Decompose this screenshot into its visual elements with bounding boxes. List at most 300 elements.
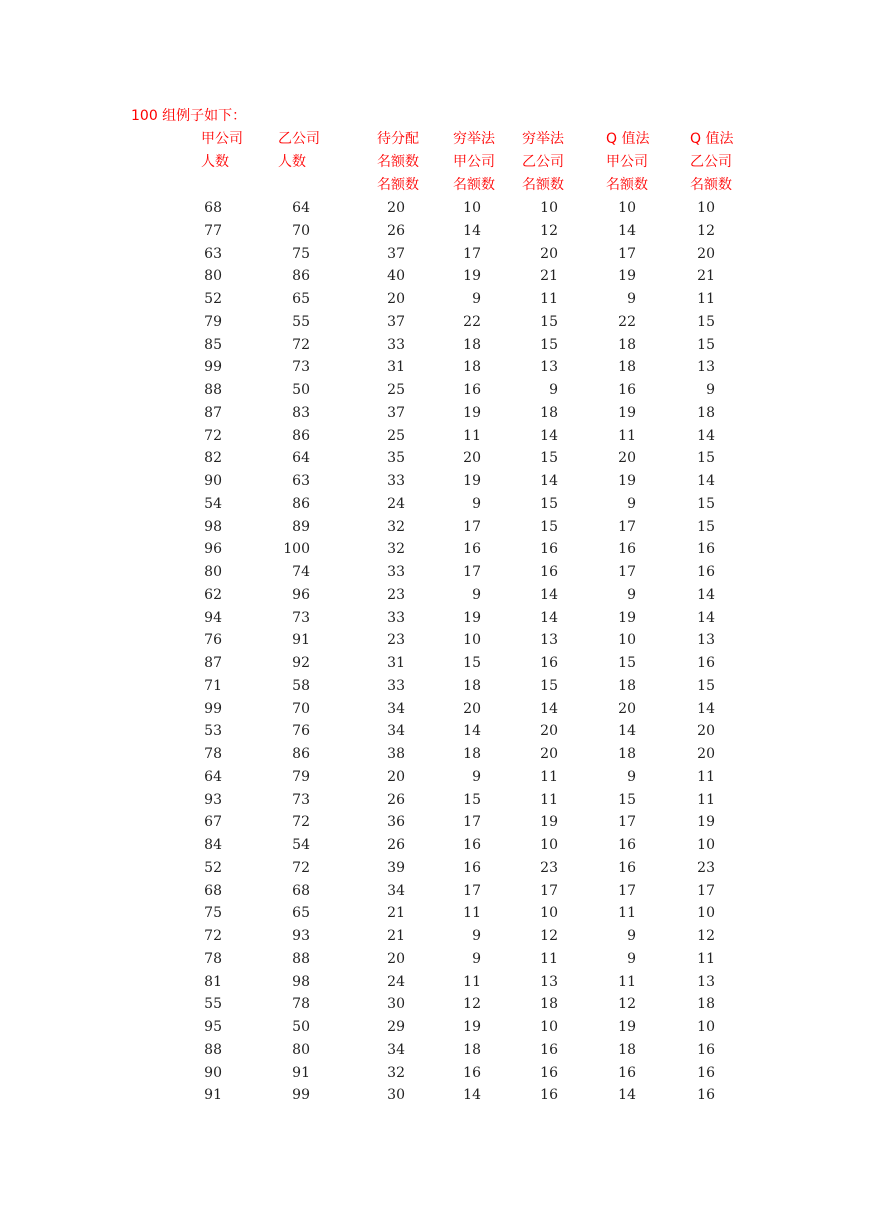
table-cell: 15 (463, 655, 481, 671)
table-cell: 19 (463, 404, 481, 421)
table-cell: 73 (292, 609, 310, 626)
column-header-line: Q 值法 (690, 131, 734, 147)
table-cell: 14 (540, 427, 558, 444)
table-cell: 62 (204, 586, 222, 603)
table-cell: 17 (697, 882, 715, 899)
table-cell: 17 (463, 882, 481, 899)
table-cell: 23 (540, 859, 558, 876)
table-cell: 74 (292, 564, 310, 580)
table-cell: 72 (204, 427, 222, 444)
column-header-line: 甲公司 (606, 154, 648, 170)
column-header-line: 名额数 (606, 177, 648, 193)
table-cell: 9 (472, 928, 481, 944)
table-cell: 98 (204, 518, 222, 535)
table-cell: 14 (697, 609, 715, 626)
table-cell: 55 (292, 313, 310, 330)
table-row (0, 971, 869, 994)
table-cell: 15 (540, 336, 558, 353)
table-cell: 18 (463, 336, 481, 353)
table-cell: 17 (618, 882, 636, 899)
column-header-line: 名额数 (522, 177, 564, 193)
table-cell: 20 (387, 768, 405, 785)
table-cell: 16 (618, 1064, 636, 1081)
column-header-line: 乙公司 (690, 154, 732, 170)
table-cell: 93 (292, 928, 310, 944)
table-cell: 14 (540, 473, 558, 489)
table-cell: 65 (292, 905, 310, 922)
table-cell: 37 (387, 245, 405, 262)
table-cell: 80 (204, 268, 222, 285)
table-cell: 10 (463, 200, 481, 216)
table-cell: 17 (463, 814, 481, 831)
table-cell: 34 (387, 1041, 405, 1058)
table-cell: 14 (463, 222, 481, 239)
table-cell: 79 (292, 768, 310, 785)
table-cell: 16 (540, 1041, 558, 1058)
table-cell: 78 (204, 950, 222, 967)
table-cell: 14 (540, 700, 558, 717)
table-cell: 81 (204, 973, 222, 990)
table-cell: 16 (540, 564, 558, 580)
table-cell: 64 (292, 200, 310, 216)
table-cell: 37 (387, 404, 405, 421)
table-cell: 10 (618, 200, 636, 216)
table-cell: 18 (618, 359, 636, 376)
table-cell: 75 (292, 245, 310, 262)
table-cell: 12 (618, 996, 636, 1013)
table-cell: 40 (387, 268, 405, 285)
table-cell: 54 (204, 495, 222, 512)
column-header-line: 穷举法 (522, 131, 564, 147)
table-cell: 12 (540, 928, 558, 944)
table-cell: 26 (387, 791, 405, 808)
table-row (0, 220, 869, 243)
table-row (0, 334, 869, 357)
table-cell: 93 (204, 791, 222, 808)
table-cell: 16 (463, 382, 481, 398)
data-table (0, 197, 869, 1107)
table-cell: 15 (540, 450, 558, 467)
column-header-line: 名额数 (690, 177, 732, 193)
column-header-line: 人数 (201, 154, 229, 170)
column-header-1 (201, 128, 243, 174)
table-cell: 9 (627, 768, 636, 785)
table-row (0, 311, 869, 334)
table-cell: 15 (697, 313, 715, 330)
column-header-line: 乙公司 (522, 154, 564, 170)
column-header-5 (522, 128, 564, 197)
table-cell: 18 (697, 404, 715, 421)
table-cell: 12 (697, 928, 715, 944)
table-row (0, 629, 869, 652)
table-cell: 35 (387, 450, 405, 467)
table-cell: 15 (540, 677, 558, 694)
table-cell: 23 (697, 859, 715, 876)
table-row (0, 356, 869, 379)
column-header-line: 甲公司 (201, 131, 243, 147)
table-cell: 14 (463, 1087, 481, 1104)
table-cell: 20 (463, 450, 481, 467)
table-cell: 11 (463, 427, 481, 444)
table-row (0, 993, 869, 1016)
table-cell: 10 (463, 632, 481, 649)
table-cell: 18 (697, 996, 715, 1013)
table-cell: 10 (540, 200, 558, 216)
table-row (0, 1062, 869, 1085)
table-cell: 31 (387, 359, 405, 376)
table-cell: 95 (204, 1019, 222, 1035)
table-cell: 18 (618, 1041, 636, 1058)
table-row (0, 857, 869, 880)
table-cell: 17 (618, 814, 636, 831)
table-cell: 99 (204, 700, 222, 717)
table-cell: 91 (292, 632, 310, 649)
table-cell: 29 (387, 1019, 405, 1035)
table-cell: 19 (463, 1019, 481, 1035)
table-cell: 16 (463, 541, 481, 558)
table-cell: 22 (463, 313, 481, 330)
table-cell: 53 (204, 723, 222, 740)
table-cell: 50 (292, 382, 310, 398)
table-cell: 20 (618, 700, 636, 717)
table-cell: 9 (472, 495, 481, 512)
table-cell: 23 (387, 632, 405, 649)
table-row (0, 379, 869, 402)
table-cell: 9 (549, 382, 558, 398)
table-cell: 13 (697, 359, 715, 376)
table-cell: 19 (540, 814, 558, 831)
table-cell: 17 (463, 518, 481, 535)
table-cell: 16 (697, 564, 715, 580)
table-cell: 17 (463, 564, 481, 580)
table-cell: 23 (387, 586, 405, 603)
table-cell: 96 (292, 586, 310, 603)
table-cell: 88 (204, 382, 222, 398)
table-cell: 98 (292, 973, 310, 990)
table-row (0, 789, 869, 812)
table-cell: 71 (204, 677, 222, 694)
table-cell: 14 (540, 586, 558, 603)
table-cell: 84 (204, 837, 222, 853)
table-cell: 10 (540, 837, 558, 853)
table-cell: 18 (463, 746, 481, 762)
table-cell: 100 (283, 541, 310, 558)
table-cell: 12 (697, 222, 715, 239)
table-cell: 87 (204, 655, 222, 671)
column-header-line: 穷举法 (453, 131, 495, 147)
table-cell: 14 (697, 427, 715, 444)
table-cell: 76 (204, 632, 222, 649)
table-cell: 16 (463, 837, 481, 853)
table-cell: 9 (627, 950, 636, 967)
table-cell: 13 (540, 359, 558, 376)
table-cell: 82 (204, 450, 222, 467)
table-cell: 9 (627, 928, 636, 944)
table-cell: 18 (463, 1041, 481, 1058)
column-header-7 (690, 128, 733, 197)
table-cell: 86 (292, 268, 310, 285)
table-cell: 14 (618, 222, 636, 239)
table-cell: 10 (697, 1019, 715, 1035)
table-cell: 16 (697, 1064, 715, 1081)
table-cell: 16 (618, 837, 636, 853)
table-row (0, 652, 869, 675)
column-header-line: 人数 (278, 154, 306, 170)
table-cell: 67 (204, 814, 222, 831)
table-cell: 19 (618, 473, 636, 489)
table-cell: 70 (292, 700, 310, 717)
table-cell: 15 (540, 495, 558, 512)
table-cell: 63 (204, 245, 222, 262)
table-cell: 32 (387, 518, 405, 535)
column-header-line: 名额数 (377, 154, 419, 170)
table-cell: 34 (387, 882, 405, 899)
table-cell: 22 (618, 313, 636, 330)
table-cell: 19 (618, 1019, 636, 1035)
table-row (0, 538, 869, 561)
table-cell: 36 (387, 814, 405, 831)
table-cell: 68 (204, 200, 222, 216)
table-cell: 55 (204, 996, 222, 1013)
table-cell: 16 (697, 655, 715, 671)
table-cell: 76 (292, 723, 310, 740)
table-cell: 19 (618, 609, 636, 626)
table-row (0, 425, 869, 448)
table-cell: 16 (697, 541, 715, 558)
table-cell: 86 (292, 427, 310, 444)
table-cell: 21 (387, 905, 405, 922)
column-header-line: 待分配 (377, 131, 419, 147)
table-cell: 90 (204, 473, 222, 489)
table-cell: 12 (463, 996, 481, 1013)
table-cell: 16 (697, 1041, 715, 1058)
table-cell: 16 (540, 1064, 558, 1081)
table-cell: 92 (292, 655, 310, 671)
table-cell: 15 (697, 336, 715, 353)
table-cell: 80 (204, 564, 222, 580)
table-cell: 20 (618, 450, 636, 467)
table-cell: 14 (697, 586, 715, 603)
table-row (0, 834, 869, 857)
table-cell: 14 (618, 723, 636, 740)
table-cell: 16 (463, 1064, 481, 1081)
table-cell: 16 (540, 655, 558, 671)
table-cell: 21 (540, 268, 558, 285)
table-cell: 10 (697, 837, 715, 853)
table-cell: 9 (472, 768, 481, 785)
column-header-line: Q 值法 (606, 131, 650, 147)
table-row (0, 447, 869, 470)
table-row (0, 811, 869, 834)
table-cell: 85 (204, 336, 222, 353)
table-cell: 20 (697, 723, 715, 740)
table-cell: 19 (697, 814, 715, 831)
table-cell: 39 (387, 859, 405, 876)
table-cell: 18 (618, 336, 636, 353)
table-cell: 24 (387, 973, 405, 990)
table-cell: 88 (204, 1041, 222, 1058)
table-cell: 20 (387, 291, 405, 307)
table-row (0, 470, 869, 493)
table-cell: 20 (387, 950, 405, 967)
table-cell: 31 (387, 655, 405, 671)
table-cell: 18 (618, 677, 636, 694)
table-cell: 11 (697, 791, 715, 808)
table-cell: 12 (540, 222, 558, 239)
table-cell: 96 (204, 541, 222, 558)
table-cell: 26 (387, 837, 405, 853)
table-cell: 33 (387, 609, 405, 626)
table-cell: 15 (618, 655, 636, 671)
table-cell: 15 (697, 450, 715, 467)
table-cell: 18 (540, 404, 558, 421)
table-row (0, 1039, 869, 1062)
table-cell: 11 (618, 973, 636, 990)
table-cell: 11 (463, 973, 481, 990)
table-cell: 13 (540, 632, 558, 649)
table-cell: 11 (618, 905, 636, 922)
table-cell: 16 (618, 541, 636, 558)
table-cell: 9 (472, 950, 481, 967)
table-cell: 90 (204, 1064, 222, 1081)
table-cell: 13 (540, 973, 558, 990)
table-cell: 15 (463, 791, 481, 808)
table-cell: 13 (697, 632, 715, 649)
table-cell: 33 (387, 473, 405, 489)
table-cell: 11 (540, 791, 558, 808)
table-cell: 20 (540, 723, 558, 740)
table-cell: 10 (697, 905, 715, 922)
table-cell: 99 (292, 1087, 310, 1104)
table-cell: 17 (540, 882, 558, 899)
table-row (0, 584, 869, 607)
table-cell: 50 (292, 1019, 310, 1035)
table-cell: 86 (292, 746, 310, 762)
column-header-line: 名额数 (453, 177, 495, 193)
table-row (0, 243, 869, 266)
table-row (0, 288, 869, 311)
table-cell: 9 (706, 382, 715, 398)
table-cell: 64 (204, 768, 222, 785)
table-row (0, 493, 869, 516)
table-row (0, 880, 869, 903)
table-row (0, 698, 869, 721)
table-cell: 78 (292, 996, 310, 1013)
table-cell: 19 (463, 268, 481, 285)
table-row (0, 675, 869, 698)
table-row (0, 402, 869, 425)
table-cell: 19 (463, 473, 481, 489)
table-cell: 11 (540, 768, 558, 785)
table-cell: 10 (697, 200, 715, 216)
table-cell: 26 (387, 222, 405, 239)
table-cell: 32 (387, 541, 405, 558)
table-cell: 18 (618, 746, 636, 762)
table-row (0, 197, 869, 220)
table-cell: 79 (204, 313, 222, 330)
table-cell: 72 (292, 859, 310, 876)
table-cell: 77 (204, 222, 222, 239)
table-cell: 75 (204, 905, 222, 922)
table-cell: 34 (387, 723, 405, 740)
column-header-line: 甲公司 (453, 154, 495, 170)
table-cell: 73 (292, 791, 310, 808)
table-cell: 78 (204, 746, 222, 762)
table-cell: 15 (697, 495, 715, 512)
column-header-4 (453, 128, 495, 197)
table-cell: 9 (627, 495, 636, 512)
table-cell: 18 (463, 677, 481, 694)
table-cell: 20 (540, 245, 558, 262)
table-cell: 86 (292, 495, 310, 512)
table-cell: 11 (697, 291, 715, 307)
table-cell: 14 (618, 1087, 636, 1104)
table-cell: 9 (627, 586, 636, 603)
table-cell: 72 (292, 336, 310, 353)
table-cell: 16 (540, 541, 558, 558)
table-row (0, 743, 869, 766)
table-cell: 14 (697, 700, 715, 717)
table-row (0, 516, 869, 539)
table-cell: 15 (697, 518, 715, 535)
table-cell: 33 (387, 336, 405, 353)
table-cell: 72 (204, 928, 222, 944)
table-row (0, 265, 869, 288)
table-cell: 33 (387, 677, 405, 694)
table-cell: 37 (387, 313, 405, 330)
table-cell: 15 (618, 791, 636, 808)
table-row (0, 607, 869, 630)
table-cell: 91 (204, 1087, 222, 1104)
table-cell: 17 (618, 245, 636, 262)
table-cell: 94 (204, 609, 222, 626)
table-row (0, 925, 869, 948)
table-row (0, 948, 869, 971)
table-cell: 14 (540, 609, 558, 626)
table-cell: 20 (697, 245, 715, 262)
table-cell: 16 (618, 859, 636, 876)
table-cell: 20 (697, 746, 715, 762)
table-cell: 9 (627, 291, 636, 307)
column-header-3 (377, 128, 419, 197)
table-cell: 18 (540, 996, 558, 1013)
table-cell: 25 (387, 427, 405, 444)
table-cell: 65 (292, 291, 310, 307)
column-header-line: 乙公司 (278, 131, 320, 147)
table-cell: 17 (463, 245, 481, 262)
table-cell: 52 (204, 291, 222, 307)
table-cell: 13 (697, 973, 715, 990)
table-cell: 38 (387, 746, 405, 762)
table-cell: 11 (463, 905, 481, 922)
table-cell: 89 (292, 518, 310, 535)
table-cell: 88 (292, 950, 310, 967)
table-cell: 18 (463, 359, 481, 376)
column-header-2 (278, 128, 320, 174)
table-cell: 11 (540, 950, 558, 967)
table-cell: 20 (387, 200, 405, 216)
table-cell: 11 (697, 768, 715, 785)
table-cell: 15 (697, 677, 715, 694)
table-cell: 15 (540, 518, 558, 535)
table-cell: 20 (540, 746, 558, 762)
table-cell: 58 (292, 677, 310, 694)
table-cell: 68 (292, 882, 310, 899)
table-cell: 33 (387, 564, 405, 580)
table-cell: 15 (540, 313, 558, 330)
table-cell: 17 (618, 564, 636, 580)
table-cell: 16 (618, 382, 636, 398)
